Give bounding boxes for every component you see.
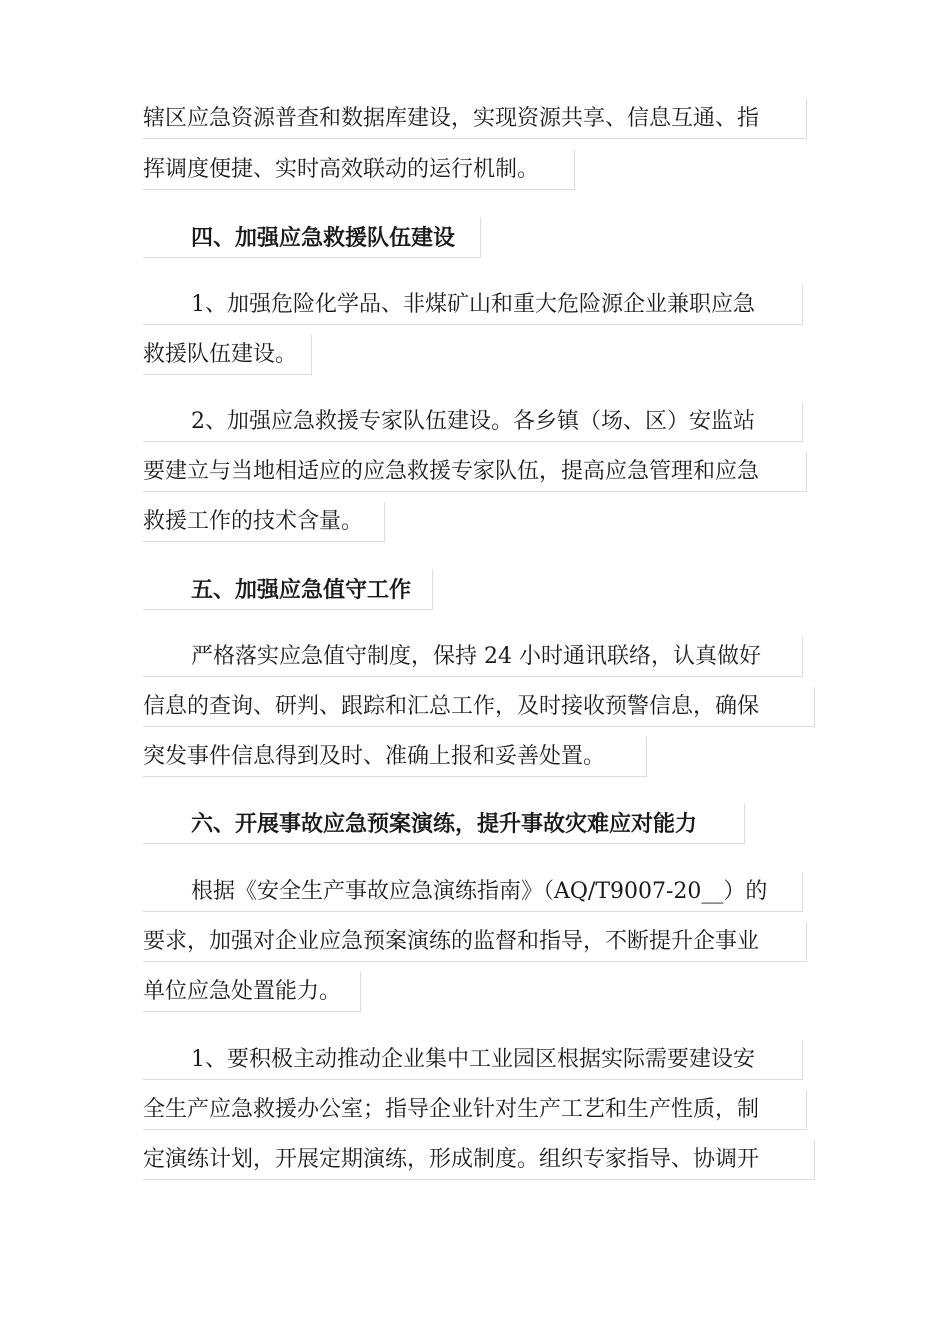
text-line: 要求，加强对企业应急预案演练的监督和指导，不断提升企事业 bbox=[143, 922, 807, 962]
text-line: 根据《安全生产事故应急演练指南》（AQ/T9007-20__）的 bbox=[143, 872, 803, 912]
section-heading: 六、开展事故应急预案演练，提升事故灾难应对能力 bbox=[143, 804, 745, 844]
text-line: 救援工作的技术含量。 bbox=[143, 502, 385, 542]
text-line: 要建立与当地相适应的应急救援专家队伍，提高应急管理和应急 bbox=[143, 452, 807, 492]
text-line: 定演练计划，开展定期演练，形成制度。组织专家指导、协调开 bbox=[143, 1140, 815, 1180]
text-line: 救援队伍建设。 bbox=[143, 335, 312, 375]
section-heading: 四、加强应急救援队伍建设 bbox=[143, 218, 481, 258]
text-line: 全生产应急救援办公室；指导企业针对生产工艺和生产性质，制 bbox=[143, 1090, 807, 1130]
text-line: 1、加强危险化学品、非煤矿山和重大危险源企业兼职应急 bbox=[143, 285, 803, 325]
text-line: 突发事件信息得到及时、准确上报和妥善处置。 bbox=[143, 737, 647, 777]
text-line: 挥调度便捷、实时高效联动的运行机制。 bbox=[143, 150, 575, 190]
text-line: 信息的查询、研判、跟踪和汇总工作，及时接收预警信息，确保 bbox=[143, 687, 815, 727]
text-line: 2、加强应急救援专家队伍建设。各乡镇（场、区）安监站 bbox=[143, 402, 803, 442]
section-heading: 五、加强应急值守工作 bbox=[143, 570, 433, 610]
text-line: 辖区应急资源普查和数据库建设，实现资源共享、信息互通、指 bbox=[143, 99, 807, 139]
text-line: 单位应急处置能力。 bbox=[143, 972, 361, 1012]
text-line: 1、要积极主动推动企业集中工业园区根据实际需要建设安 bbox=[143, 1040, 803, 1080]
text-line: 严格落实应急值守制度，保持 24 小时通讯联络，认真做好 bbox=[143, 637, 803, 677]
